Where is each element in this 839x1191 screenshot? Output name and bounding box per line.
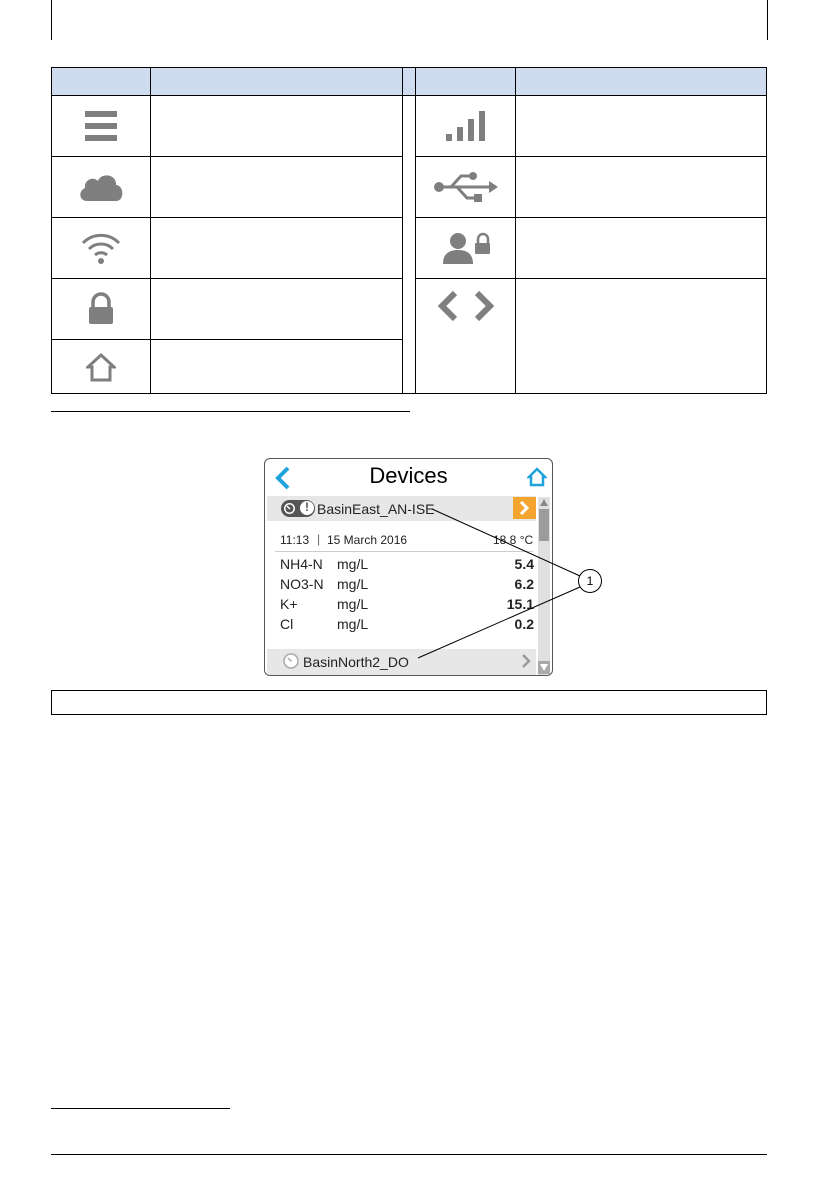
reading-param: K+ — [280, 596, 298, 612]
reading-value: 15.1 — [506, 596, 534, 612]
reading-unit: mg/L — [337, 556, 369, 572]
reading-param: Cl — [280, 616, 294, 632]
device-name: BasinNorth2_DO — [303, 654, 409, 670]
alert-glyph: ! — [305, 500, 309, 514]
footer-rule — [51, 1154, 767, 1155]
reading-unit: mg/L — [337, 576, 369, 592]
reading-value: 0.2 — [514, 616, 534, 632]
timestamp-separator: | — [317, 532, 321, 546]
reading-unit: mg/L — [337, 596, 369, 612]
temperature: 18.8 °C — [493, 533, 534, 547]
device-name: BasinEast_AN-ISE — [317, 501, 435, 517]
reading-param: NO3-N — [280, 576, 324, 592]
reading-unit: mg/L — [337, 616, 369, 632]
reading-value: 6.2 — [514, 576, 534, 592]
timestamp-date: 15 March 2016 — [327, 533, 408, 547]
reading-value: 5.4 — [514, 556, 534, 572]
figure-legend-table — [51, 690, 767, 715]
reading-param: NH4-N — [280, 556, 323, 572]
timestamp-time: 11:13 — [280, 533, 310, 547]
screen-title: Devices — [369, 463, 448, 488]
footnote-rule — [51, 1108, 230, 1109]
callout-marker: 1 — [578, 569, 602, 593]
